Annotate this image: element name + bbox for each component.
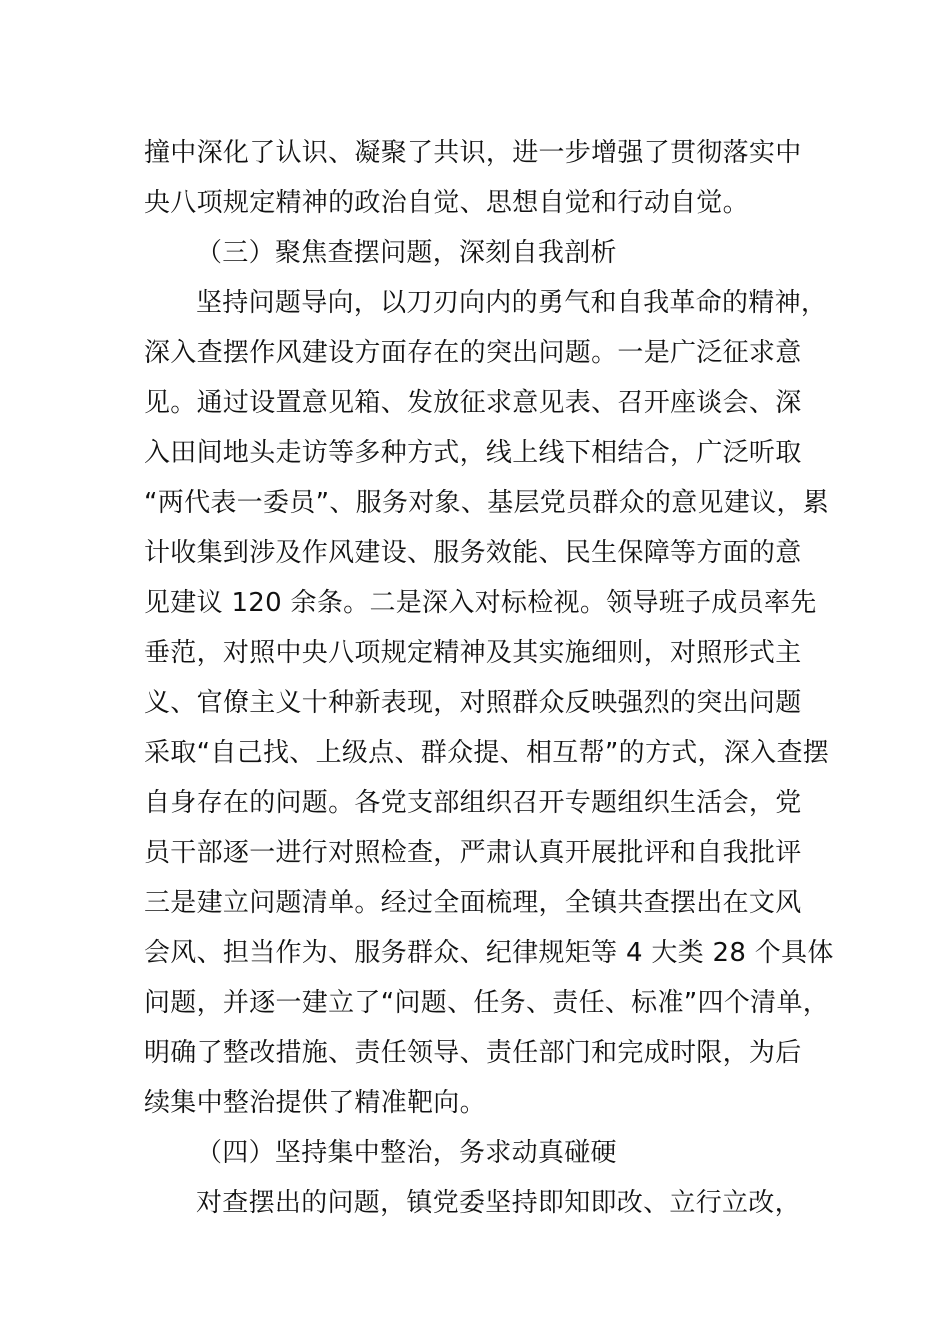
paragraph-start-line: 坚持问题导向，以刀刃向内的勇气和自我革命的精神， xyxy=(196,288,828,318)
paragraph-start-line: 对查摆出的问题，镇党委坚持即知即改、立行立改， xyxy=(196,1188,801,1218)
body-line: 采取“自己找、上级点、群众提、相互帮”的方式，深入查摆 xyxy=(144,738,830,768)
body-line: 问题，并逐一建立了“问题、任务、责任、标准”四个清单， xyxy=(144,988,830,1018)
section-heading-4: （四）坚持集中整治，务求动真碰硬 xyxy=(196,1138,617,1168)
body-line: 深入查摆作风建设方面存在的突出问题。一是广泛征求意 xyxy=(144,338,802,368)
body-line: 义、官僚主义十种新表现，对照群众反映强烈的突出问题 xyxy=(144,688,802,718)
body-line: 会风、担当作为、服务群众、纪律规矩等 4 大类 28 个具体 xyxy=(144,938,834,968)
body-line: 入田间地头走访等多种方式，线上线下相结合，广泛听取 xyxy=(144,438,802,468)
section-heading-3: （三）聚焦查摆问题，深刻自我剖析 xyxy=(196,238,617,268)
body-line: 三是建立问题清单。经过全面梳理，全镇共查摆出在文风 xyxy=(144,888,802,918)
body-line: 续集中整治提供了精准靶向。 xyxy=(144,1088,486,1118)
document-body xyxy=(144,128,834,1228)
body-line: 自身存在的问题。各党支部组织召开专题组织生活会，党 xyxy=(144,788,802,818)
body-line: 员干部逐一进行对照检查，严肃认真开展批评和自我批评 xyxy=(144,838,802,868)
body-line: 见。通过设置意见箱、发放征求意见表、召开座谈会、深 xyxy=(144,388,802,418)
body-line: 见建议 120 余条。二是深入对标检视。领导班子成员率先 xyxy=(144,588,817,618)
body-line: 计收集到涉及作风建设、服务效能、民生保障等方面的意 xyxy=(144,538,802,568)
body-line: 央八项规定精神的政治自觉、思想自觉和行动自觉。 xyxy=(144,188,749,218)
body-line: “两代表一委员”、服务对象、基层党员群众的意见建议，累 xyxy=(144,488,830,518)
body-line: 明确了整改措施、责任领导、责任部门和完成时限，为后 xyxy=(144,1038,802,1068)
body-line: 撞中深化了认识、凝聚了共识，进一步增强了贯彻落实中 xyxy=(144,138,802,168)
body-line: 垂范，对照中央八项规定精神及其实施细则，对照形式主 xyxy=(144,638,802,668)
